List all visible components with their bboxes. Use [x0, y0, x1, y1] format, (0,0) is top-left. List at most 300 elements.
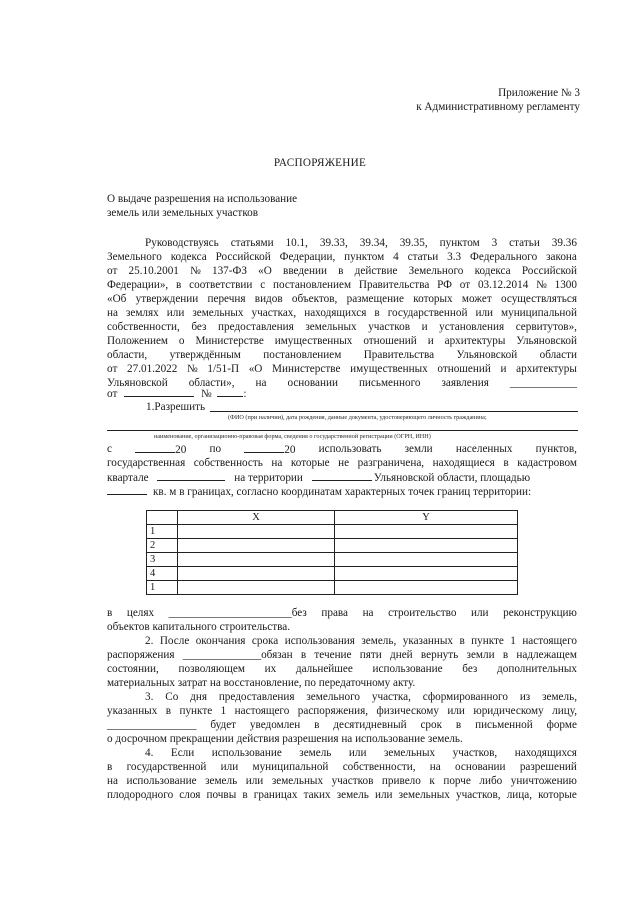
word: десятидневный [333, 719, 407, 731]
area-blank[interactable] [107, 484, 147, 495]
preamble-line [107, 292, 577, 306]
from-number-blank[interactable] [217, 386, 243, 397]
item3-line [107, 718, 577, 732]
word: основании [287, 377, 338, 389]
word: разрешений [519, 761, 577, 773]
word: Российской [215, 251, 271, 263]
item2-line [107, 662, 577, 676]
word: земельных [192, 307, 244, 319]
y-cell[interactable] [335, 567, 518, 581]
word: собственности, [342, 761, 416, 773]
word: от [107, 265, 118, 277]
word: в [459, 635, 465, 647]
word: заявления [441, 377, 489, 389]
item3-line [107, 704, 577, 718]
word: в [107, 761, 113, 773]
word: земель [205, 775, 238, 787]
hint-org: наименование, организационно-правовая форма, сведения о государственной регистрации (ОГРН, ИНН) [154, 433, 431, 440]
word: установления [439, 321, 505, 333]
word: государственной [126, 761, 207, 773]
word: муниципальной [501, 307, 577, 319]
word: границах [253, 789, 298, 801]
word: участков, [452, 747, 498, 759]
word: Положением [107, 335, 168, 347]
word: привело [381, 775, 421, 787]
word: в [503, 457, 509, 469]
word: 39.36 [551, 237, 577, 249]
word: № [190, 265, 201, 277]
word: на [255, 377, 267, 389]
year-prefix: 20 [284, 444, 296, 456]
word: собственности, [107, 321, 180, 333]
word: в [502, 649, 509, 661]
word: течение [314, 649, 352, 661]
word: с [260, 279, 266, 291]
word: находящиеся [432, 457, 495, 469]
word: муниципальной [252, 761, 329, 773]
word: пунктом [344, 251, 385, 263]
word: уничтожению [510, 775, 577, 787]
word: земель [336, 789, 369, 801]
word: области, [107, 349, 148, 361]
word: земельных [305, 321, 357, 333]
word: 25.10.2001 [128, 265, 179, 277]
word: форме [546, 719, 577, 731]
word: Ульяновской [516, 335, 577, 347]
word: находящихся [304, 307, 367, 319]
word: землях [125, 307, 159, 319]
word: ______________________без [168, 607, 307, 619]
item2-line [145, 634, 577, 648]
word: окончания [195, 635, 246, 647]
from-ot: от [107, 388, 118, 400]
applicant-blank-1[interactable] [210, 411, 578, 412]
word: ______________обязан [182, 649, 293, 661]
word: 1/51-П [207, 363, 240, 375]
item2-line [107, 648, 577, 662]
word: может [461, 293, 492, 305]
word: юридическому [473, 705, 544, 717]
territory-blank[interactable] [312, 470, 372, 481]
word: осуществляться [501, 293, 577, 305]
word: вернуть [420, 649, 459, 661]
word: на [107, 775, 118, 787]
word: 4. [145, 747, 154, 759]
word: письменного [358, 377, 421, 389]
word: земли [404, 443, 433, 455]
from-line [107, 386, 247, 401]
col-y-header: Y [335, 511, 518, 525]
word: в [107, 607, 113, 619]
word: 3. [145, 691, 154, 703]
word [244, 442, 295, 457]
y-cell[interactable] [335, 581, 518, 595]
word: РФ [437, 279, 452, 291]
word: реконструкцию [503, 607, 577, 619]
word: Российской [521, 265, 577, 277]
purpose-line-2: объектов капитального строительства. [107, 621, 291, 633]
word: права [321, 607, 349, 619]
word: сервитутов», [515, 321, 577, 333]
word: использование [211, 747, 282, 759]
word: статьями [230, 237, 274, 249]
preamble-line [145, 236, 577, 250]
word: утверждении [135, 293, 199, 305]
word: Правительства [363, 349, 435, 361]
item1-line2-line [107, 456, 577, 470]
word: на [107, 307, 118, 319]
y-cell[interactable] [335, 525, 518, 539]
word: постановлением [263, 349, 342, 361]
word: будет [210, 719, 237, 731]
word: Земельного [107, 251, 162, 263]
point-number: 1 [147, 581, 178, 595]
word: позволяющем [178, 663, 245, 675]
word: и [427, 335, 434, 347]
word: статьи [407, 251, 439, 263]
word: и [421, 321, 428, 333]
word: их [264, 663, 277, 675]
point-number: 3 [147, 553, 178, 567]
word: Федерального [470, 251, 538, 263]
table-header-row [147, 511, 518, 525]
word: в [165, 705, 172, 717]
preamble-line [107, 362, 577, 376]
subject-line-1: О выдаче разрешения на использование [107, 193, 298, 205]
word: в [176, 279, 182, 291]
item2-line [107, 676, 415, 690]
word: таких [303, 789, 331, 801]
word: 1300 [554, 279, 577, 291]
document-title: РАСПОРЯЖЕНИЕ [273, 157, 367, 169]
word: с [107, 443, 112, 455]
word: без [462, 663, 478, 675]
word: физическому [376, 705, 439, 717]
year-prefix: 20 [175, 444, 187, 456]
word: предоставления [218, 321, 294, 333]
kvartal-blank[interactable] [157, 470, 225, 481]
x-cell[interactable] [178, 567, 335, 581]
territory-label: на территории [234, 472, 303, 484]
col-x-header: X [178, 511, 335, 525]
word: материальных затрат на восстановление, по передаточному акту. [107, 677, 416, 689]
word: Земельного [408, 265, 464, 277]
y-cell[interactable] [335, 553, 518, 567]
word: участков [331, 775, 374, 787]
word: «О [248, 363, 263, 375]
word: которые [290, 457, 330, 469]
word: 1 [220, 705, 227, 717]
word: состоянии, [107, 663, 159, 675]
region-area-label: Ульяновской области, площадью [373, 472, 531, 484]
x-cell[interactable] [178, 525, 335, 539]
word: использования [284, 635, 355, 647]
subject-line-2: земель или земельных участков [107, 207, 259, 219]
word: Если [170, 747, 195, 759]
word: 137-ФЗ [211, 265, 247, 277]
word: дополнительных [497, 663, 577, 675]
word: либо [479, 775, 503, 787]
word: Со [165, 691, 179, 703]
word: собственность [193, 457, 263, 469]
x-cell[interactable] [178, 539, 335, 553]
word: соответствии [189, 279, 253, 291]
word: предоставления [218, 691, 295, 703]
preamble-line [107, 348, 577, 362]
table-row [147, 553, 518, 567]
from-date-blank[interactable] [124, 386, 194, 397]
point-number: 1 [147, 525, 178, 539]
kvartal-label: квартале [107, 472, 149, 484]
word: имущественных [274, 335, 353, 347]
table-row [147, 539, 518, 553]
word: введении [283, 265, 327, 277]
word: дальнейшее [295, 663, 353, 675]
word: Федерации», [107, 279, 169, 291]
word: Министерстве [272, 363, 341, 375]
word: 2. [145, 635, 154, 647]
word: ____________ [509, 377, 577, 389]
word: или [166, 307, 185, 319]
word: № [187, 363, 198, 375]
word: перечня [207, 293, 246, 305]
word: сформированного [422, 691, 508, 703]
preamble-line [107, 334, 577, 348]
word: земельных [398, 789, 450, 801]
coordinates-table [146, 510, 518, 595]
word: участках, [251, 307, 297, 319]
word: на [429, 761, 441, 773]
word: из [519, 691, 531, 703]
word: утверждённым [169, 349, 241, 361]
word: 10.1, [285, 237, 308, 249]
word: После [159, 635, 190, 647]
word: указанных [107, 705, 158, 717]
word: участков, [455, 789, 501, 801]
word: области», [188, 377, 235, 389]
word: участков [368, 321, 410, 333]
word: на [271, 457, 283, 469]
item4-line [107, 760, 577, 774]
word: кодекса [474, 265, 511, 277]
word: указанных [402, 635, 454, 647]
word: в [455, 719, 462, 731]
word: уведомлен [249, 719, 301, 731]
word [135, 442, 186, 457]
word: настоящего [522, 635, 577, 647]
word: не [338, 457, 350, 469]
regulation-label: к Административному регламенту [416, 101, 580, 113]
word: земельных [383, 747, 436, 759]
word: объектов, [291, 293, 338, 305]
word: распоряжения, [297, 705, 369, 717]
word: 3 [491, 237, 498, 249]
word: 39.34, [359, 237, 388, 249]
word: или [220, 761, 239, 773]
word: лица, [506, 789, 533, 801]
word: находящихся [514, 747, 577, 759]
point-number: 4 [147, 567, 178, 581]
word: лицу, [552, 705, 577, 717]
word: без [191, 321, 207, 333]
word: Министерстве [195, 335, 264, 347]
word: земель [299, 747, 332, 759]
word: или [348, 747, 367, 759]
word: срок [420, 719, 443, 731]
word: использование [126, 775, 197, 787]
word: основании [455, 761, 506, 773]
preamble-line [107, 278, 577, 292]
word: или [245, 775, 264, 787]
word: участка, [371, 691, 411, 703]
word: видов [254, 293, 283, 305]
word: в [338, 265, 344, 277]
word: или [470, 607, 489, 619]
word: земли [466, 649, 495, 661]
word: земель, [542, 691, 577, 703]
word: использовать [318, 443, 382, 455]
preamble-line [107, 264, 577, 278]
word: пяти [359, 649, 382, 661]
word: земельных [271, 775, 324, 787]
word: от [107, 363, 118, 375]
from-no: № [200, 388, 212, 400]
applicant-blank-2[interactable] [107, 430, 578, 431]
item3-line [107, 732, 463, 746]
word: Руководствуясь [145, 237, 219, 249]
word: письменной [475, 719, 533, 731]
purpose-line-line [107, 606, 577, 620]
word: о досрочном прекращении действия разрешения на использование земель. [107, 733, 463, 745]
word: которых [413, 293, 453, 305]
word: от [459, 279, 471, 291]
word: и [500, 363, 507, 375]
word: действие [354, 265, 398, 277]
x-cell[interactable] [178, 581, 335, 595]
word: почвы [206, 789, 237, 801]
y-cell[interactable] [335, 539, 518, 553]
item3-line [145, 690, 577, 704]
word: кадастровом [517, 457, 577, 469]
date-blank[interactable] [135, 442, 175, 453]
word: постановлением [272, 279, 352, 291]
word: государственной [387, 307, 468, 319]
item4-line [145, 746, 577, 760]
word: срока [251, 635, 279, 647]
appendix-label: Приложение № 3 [498, 87, 580, 99]
word: надлежащем [516, 649, 577, 661]
word: в [374, 307, 380, 319]
item1-line-3 [107, 470, 530, 485]
word: строительство [388, 607, 457, 619]
preamble-line [107, 250, 577, 264]
word: пунктом [439, 237, 480, 249]
item1-line-4 [107, 484, 531, 499]
word: к [429, 775, 435, 787]
table-corner-cell [147, 511, 178, 525]
word: распоряжения [107, 649, 175, 661]
preamble-line [107, 320, 577, 334]
preamble-line [107, 306, 577, 320]
word: в [242, 789, 248, 801]
word: населенных [455, 443, 513, 455]
word: или [374, 789, 393, 801]
hint-fio: (ФИО (при наличии), дата рождения, данные документа, удостоверяющего личность гражданина; [228, 414, 487, 421]
word: о [178, 335, 185, 347]
word: или [475, 307, 494, 319]
word: слоя [179, 789, 201, 801]
word: области [539, 349, 577, 361]
word: 39.33, [319, 237, 348, 249]
word: настоящего [234, 705, 290, 717]
word: статьи [509, 237, 540, 249]
table-row [147, 525, 518, 539]
word: целях [126, 607, 155, 619]
word: земель, [361, 635, 397, 647]
word: кодекса [170, 251, 207, 263]
word: земельного [306, 691, 360, 703]
word: или [447, 705, 465, 717]
period-words [107, 442, 577, 457]
word: 3.3 [447, 251, 462, 263]
word: отношений [437, 363, 491, 375]
point-number: 2 [147, 539, 178, 553]
word: архитектуры [516, 363, 577, 375]
word: ________________ [107, 719, 197, 731]
word: 39.35, [399, 237, 428, 249]
word: отношений [363, 335, 417, 347]
word: 1 [510, 635, 516, 647]
word: Ульяновской [107, 377, 168, 389]
word: в [314, 719, 320, 731]
word: размещение [346, 293, 405, 305]
x-cell[interactable] [178, 553, 335, 567]
table-row [147, 567, 518, 581]
word: Ульяновской [456, 349, 518, 361]
word: № [536, 279, 547, 291]
word: пункте [471, 635, 504, 647]
word: в [300, 649, 307, 661]
word: порче [443, 775, 471, 787]
word: дней [390, 649, 413, 661]
word: пунктов, [535, 443, 577, 455]
word: Федерации, [279, 251, 336, 263]
word: дня [190, 691, 207, 703]
word: 27.01.2022 [127, 363, 178, 375]
area-text: кв. м в границах, согласно координатам характерных точек границ территории: [153, 486, 532, 498]
word: архитектуры [444, 335, 506, 347]
from-colon: : [243, 388, 247, 400]
word: по [209, 443, 222, 455]
word: которые [538, 789, 577, 801]
word: плодородного [107, 789, 174, 801]
word: Правительства [358, 279, 430, 291]
date-blank[interactable] [244, 442, 284, 453]
word: 03.12.2014 [477, 279, 529, 291]
word: «Об [107, 293, 127, 305]
word: пункте [179, 705, 213, 717]
word: закона [546, 251, 577, 263]
word: государственная [107, 457, 186, 469]
word: «О [258, 265, 272, 277]
word: на [362, 607, 374, 619]
word: разграничена, [357, 457, 425, 469]
item4-line [107, 788, 577, 802]
item4-line [107, 774, 577, 788]
word: 4 [393, 251, 399, 263]
table-row [147, 581, 518, 595]
word: имущественных [350, 363, 428, 375]
